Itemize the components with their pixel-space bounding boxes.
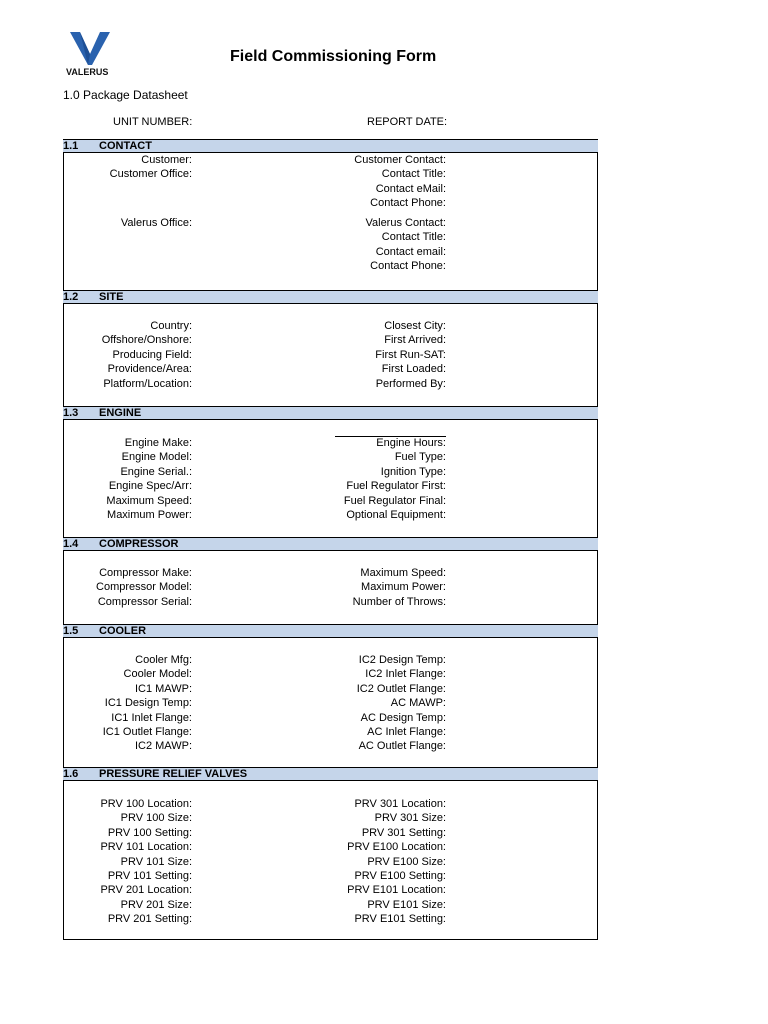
section-name: ENGINE — [99, 407, 142, 419]
field-label: Valerus Contact: — [365, 217, 446, 229]
field-label: PRV E100 Size: — [367, 855, 446, 868]
section-bar-1.1 — [63, 139, 598, 153]
field-label: AC Outlet Flange: — [358, 740, 446, 753]
field-label: PRV 100 Location: — [100, 798, 192, 810]
field-label: PRV 301 Location: — [354, 798, 446, 810]
field-label: Cooler Mfg: — [135, 654, 192, 666]
field-label: PRV 201 Setting: — [107, 913, 192, 926]
field-label: Fuel Type: — [394, 451, 446, 464]
valerus-logo — [66, 30, 114, 78]
field-label: PRV E100 Location: — [347, 841, 446, 854]
field-label: Engine Hours: — [376, 437, 446, 449]
field-label: PRV 201 Size: — [120, 898, 192, 911]
field-label: Maximum Speed: — [106, 494, 192, 507]
field-label: PRV E101 Setting: — [354, 913, 446, 926]
field-label: PRV 100 Setting: — [107, 826, 192, 839]
section-number: 1.5 — [63, 625, 79, 637]
field-label: Country: — [150, 320, 192, 332]
logo-text: VALERUS — [66, 67, 109, 77]
section-name: COMPRESSOR — [99, 538, 179, 550]
section-name: PRESSURE RELIEF VALVES — [99, 768, 248, 780]
field-label: Compressor Serial: — [97, 595, 192, 608]
field-label: Optional Equipment: — [346, 509, 446, 521]
field-label: Engine Make: — [124, 437, 192, 449]
field-label: Customer Contact: — [354, 154, 446, 166]
page-title: Field Commissioning Form — [230, 48, 437, 65]
field-label: First Run-SAT: — [375, 348, 446, 361]
field-label: Contact email: — [375, 245, 446, 258]
field-label: Maximum Speed: — [360, 567, 446, 579]
field-label: Offshore/Onshore: — [101, 334, 192, 347]
section-bar-1.3 — [63, 406, 598, 420]
valerus-v-icon — [66, 30, 114, 66]
section-bar-1.5 — [63, 624, 598, 638]
field-label: IC2 Outlet Flange: — [356, 682, 446, 695]
field-label: Compressor Make: — [99, 567, 192, 579]
field-label: AC MAWP: — [390, 697, 446, 710]
page-subtitle: 1.0 Package Datasheet — [63, 88, 188, 102]
section-number: 1.3 — [63, 407, 79, 419]
field-label: IC2 Design Temp: — [358, 654, 446, 666]
section-bar-1.4 — [63, 537, 598, 551]
field-label: Closest City: — [384, 320, 446, 332]
field-label: Producing Field: — [112, 348, 192, 361]
section-number: 1.1 — [63, 140, 79, 152]
field-label: PRV 101 Setting: — [107, 870, 192, 882]
field-label: IC1 Design Temp: — [104, 697, 192, 710]
field-label: PRV E100 Setting: — [354, 870, 446, 882]
field-label: IC2 MAWP: — [134, 740, 192, 753]
section-name: COOLER — [99, 625, 147, 637]
field-label: PRV E101 Location: — [347, 884, 446, 897]
field-label: PRV 301 Setting: — [361, 826, 446, 839]
section-number: 1.6 — [63, 768, 79, 780]
field-label: First Arrived: — [384, 334, 446, 347]
field-label: IC2 Inlet Flange: — [365, 668, 446, 681]
report-date-label: REPORT DATE: — [367, 116, 448, 128]
section-number: 1.4 — [63, 538, 79, 550]
field-label: Engine Model: — [121, 451, 192, 464]
field-label: Number of Throws: — [352, 595, 446, 608]
field-label: Customer: — [141, 154, 192, 166]
field-label: Customer Office: — [109, 168, 192, 181]
field-label: Fuel Regulator First: — [346, 480, 446, 493]
field-label: PRV 301 Size: — [374, 812, 446, 825]
field-label: Engine Serial.: — [120, 465, 192, 478]
field-label: Contact Phone: — [370, 197, 446, 210]
section-bar-1.6 — [63, 767, 598, 781]
field-label: Maximum Power: — [107, 509, 192, 521]
field-label: Compressor Model: — [96, 581, 192, 594]
field-label: PRV E101 Size: — [367, 898, 446, 911]
unit-number-label: UNIT NUMBER: — [113, 116, 193, 128]
field-label: Providence/Area: — [107, 363, 192, 376]
field-label: Contact Title: — [381, 231, 446, 244]
field-label: Maximum Power: — [361, 581, 446, 594]
field-label: IC1 MAWP: — [134, 682, 192, 695]
section-bar-1.2 — [63, 290, 598, 304]
field-label: Valerus Office: — [120, 217, 192, 229]
section-name: SITE — [99, 291, 124, 303]
section-name: CONTACT — [99, 140, 152, 152]
field-label: Platform/Location: — [103, 377, 192, 390]
section-number: 1.2 — [63, 291, 79, 303]
field-label: Engine Spec/Arr: — [108, 480, 192, 493]
field-label: PRV 201 Location: — [100, 884, 192, 897]
field-label: First Loaded: — [381, 363, 446, 376]
field-label: IC1 Outlet Flange: — [102, 726, 192, 738]
field-label: Performed By: — [375, 377, 446, 390]
field-label: AC Inlet Flange: — [367, 726, 446, 738]
field-label: PRV 100 Size: — [120, 812, 192, 825]
field-label: AC Design Temp: — [360, 711, 446, 724]
field-label: Ignition Type: — [380, 465, 446, 478]
field-label: Contact Phone: — [370, 260, 446, 273]
field-label: Cooler Model: — [123, 668, 192, 681]
field-label: PRV 101 Location: — [100, 841, 192, 854]
field-label: Fuel Regulator Final: — [343, 494, 446, 507]
field-label: Contact eMail: — [375, 182, 446, 195]
field-label: PRV 101 Size: — [120, 855, 192, 868]
field-label: Contact Title: — [381, 168, 446, 181]
field-label: IC1 Inlet Flange: — [111, 711, 192, 724]
